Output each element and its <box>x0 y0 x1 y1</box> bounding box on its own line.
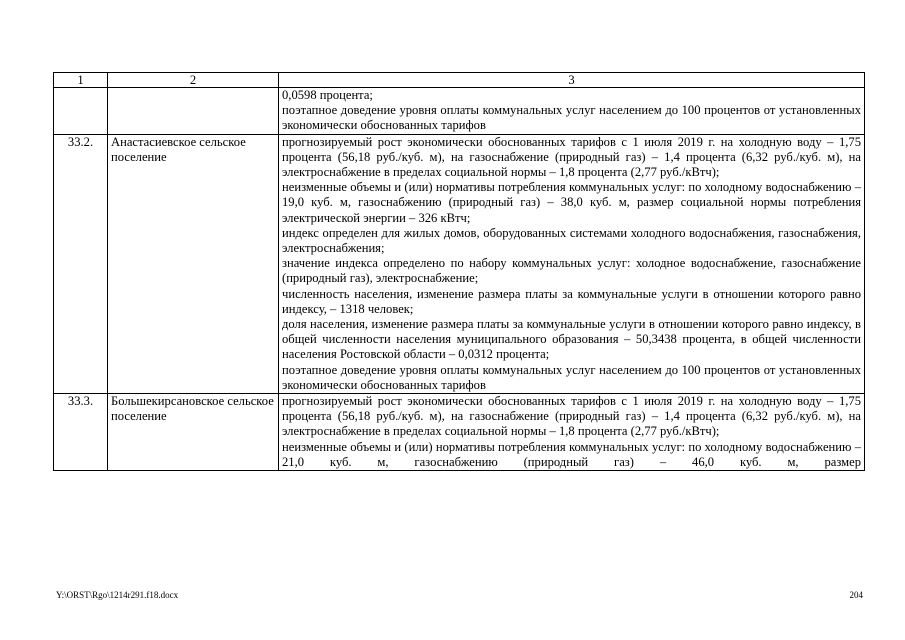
row-content <box>279 88 865 135</box>
content-paragraph: неизменные объемы и (или) нормативы потребления коммунальных услуг: по холодному водоснабжению – 19,0 куб. м, газоснабжению (природный газ) – 38,0 куб. м, размер социальной нормы потребления электрической энергии – 326 кВтч; <box>282 180 861 225</box>
row-content <box>279 134 865 393</box>
content-paragraph: доля населения, изменение размера платы за коммунальные услуги в отношении которого равно индексу, в общей численности населения муниципального образования – 50,3438 процента, в общей численности населения Ростовской области – 0,0312 процента; <box>282 317 861 362</box>
table-row <box>54 88 865 135</box>
header-col-3: 3 <box>279 73 865 88</box>
content-paragraph: поэтапное доведение уровня оплаты коммунальных услуг населением до 100 процентов от установленных экономически обоснованных тарифов <box>282 103 861 133</box>
table-row <box>54 394 865 471</box>
content-paragraph: прогнозируемый рост экономически обоснованных тарифов с 1 июля 2019 г. на холодную воду – 1,75 процента (56,18 руб./куб. м), на газоснабжение (природный газ) – 1,4 процента (6,32 руб./куб. м), на электроснабжение в пределах социальной нормы – 1,8 процента (2,77 руб./кВтч); <box>282 394 861 439</box>
tariff-table <box>53 72 865 471</box>
footer-file-path: Y:\ORST\Rgo\1214r291.f18.docx <box>56 590 179 600</box>
settlement-name: Анастасиевское сельское поселение <box>108 134 279 393</box>
header-col-2: 2 <box>108 73 279 88</box>
header-row <box>54 73 865 88</box>
row-content <box>279 394 865 471</box>
content-paragraph: значение индекса определено по набору коммунальных услуг: холодное водоснабжение, газоснабжение (природный газ), электроснабжение; <box>282 256 861 286</box>
content-paragraph: неизменные объемы и (или) нормативы потребления коммунальных услуг: по холодному водоснабжению – 21,0 куб. м, газоснабжению (природный газ) – 46,0 куб. м, размер <box>282 439 861 469</box>
content-paragraph: поэтапное доведение уровня оплаты коммунальных услуг населением до 100 процентов от установленных экономически обоснованных тарифов <box>282 362 861 392</box>
footer-page-number: 204 <box>849 590 863 600</box>
content-paragraph: 0,0598 процента; <box>282 88 373 102</box>
table-row <box>54 134 865 393</box>
settlement-name: Большекирсановское сельское поселение <box>108 394 279 471</box>
content-paragraph: индекс определен для жилых домов, оборудованных системами холодного водоснабжения, газоснабжения, электроснабжения; <box>282 225 861 256</box>
row-number <box>54 88 108 135</box>
row-number: 33.2. <box>54 134 108 393</box>
content-paragraph: численность населения, изменение размера платы за коммунальные услуги в отношении которого равно индексу, – 1318 человек; <box>282 286 861 316</box>
content-paragraph: прогнозируемый рост экономически обоснованных тарифов с 1 июля 2019 г. на холодную воду – 1,75 процента (56,18 руб./куб. м), на газоснабжение (природный газ) – 1,4 процента (6,32 руб./куб. м), на электроснабжение в пределах социальной нормы – 1,8 процента (2,77 руб./кВтч); <box>282 134 861 180</box>
row-number: 33.3. <box>54 394 108 471</box>
settlement-name <box>108 88 279 135</box>
header-col-1: 1 <box>54 73 108 88</box>
